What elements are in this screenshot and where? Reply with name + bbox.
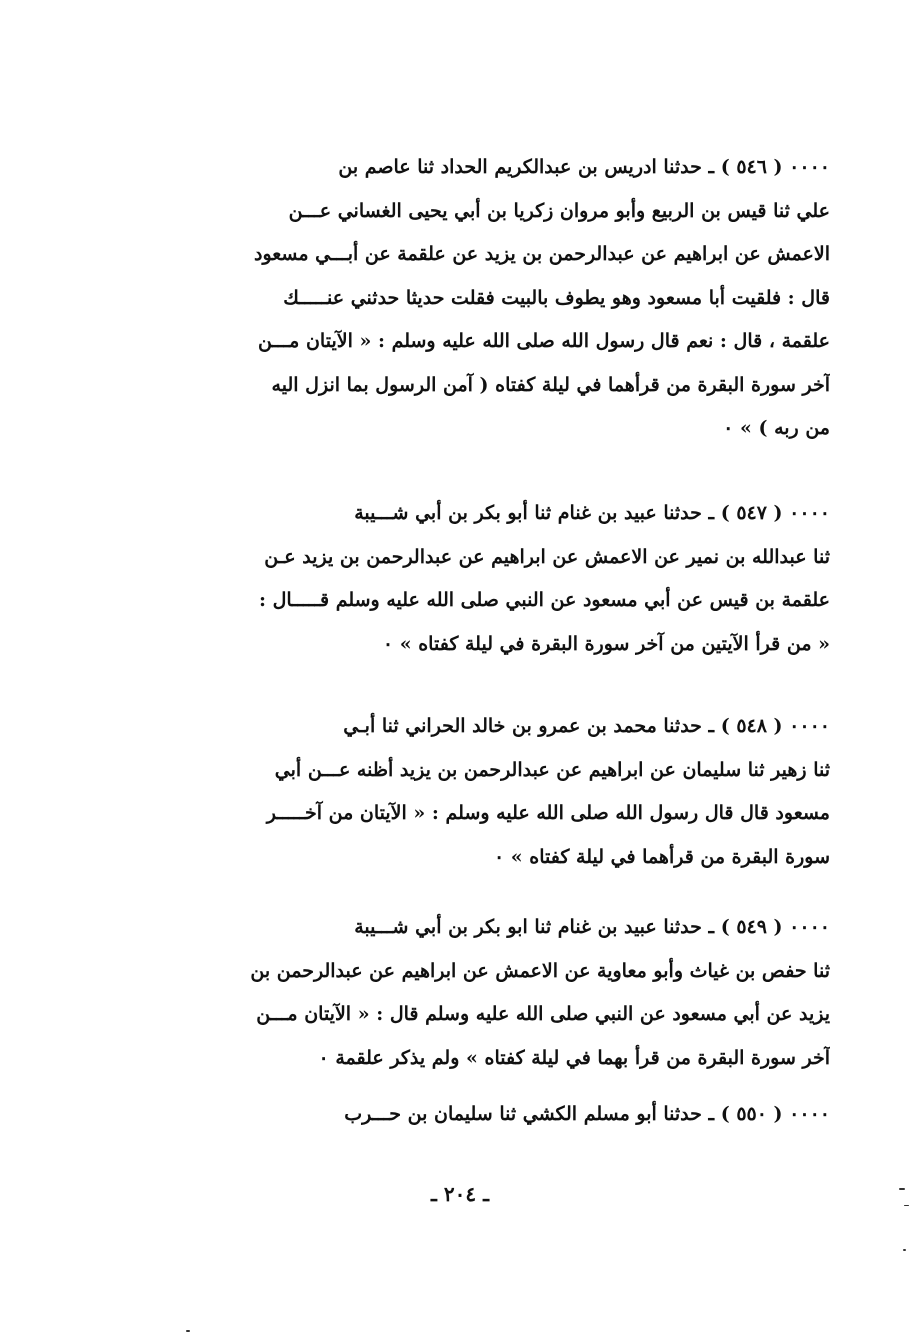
page-number: ـ ٢٠٤ ـ [431, 1182, 489, 1206]
text-line: قال : فلقيت أبا مسعود وهو يطوف بالبيت فقلت حديثا حدثني عنـــــك [283, 286, 830, 309]
text-line: ٠٠٠٠ ( ٥٥٠ ) ـ حدثنا أبو مسلم الكشي ثنا سليمان بن حـــرب [344, 1103, 830, 1125]
text-line: من ربه ) » ٠ [723, 417, 830, 439]
text-line: آخر سورة البقرة من قرأ بهما في ليلة كفتاه » ولم يذكر علقمة ٠ [318, 1046, 830, 1069]
text-line: يزيد عن أبي مسعود عن النبي صلى الله عليه وسلم قال : « الآيتان مـــن [256, 1003, 830, 1025]
scan-speck [903, 1249, 906, 1251]
text-line: الاعمش عن ابراهيم عن عبدالرحمن بن يزيد عن علقمة عن أبـــي مسعود [253, 243, 830, 265]
hadith-549 [130, 906, 830, 1080]
text-line: « من قرأ الآيتين من آخر سورة البقرة في ليلة كفتاه » ٠ [382, 632, 830, 655]
text-line: علقمة ، قال : نعم قال رسول الله صلى الله عليه وسلم : « الآيتان مـــن [258, 330, 830, 352]
scan-speck [186, 1330, 190, 1332]
scan-speck [904, 1205, 909, 1206]
text-line: مسعود قال قال رسول الله صلى الله عليه وسلم : « الآيتان من آخـــــر [266, 802, 830, 824]
text-line: سورة البقرة من قرأهما في ليلة كفتاه » ٠ [493, 845, 830, 868]
text-line: ثنا حفص بن غياث وأبو معاوية عن الاعمش عن ابراهيم عن عبدالرحمن بن [250, 959, 830, 982]
hadith-550 [130, 1093, 830, 1137]
hadith-546 [130, 146, 830, 451]
text-line: علي ثنا قيس بن الربيع وأبو مروان زكريا بن أبي يحيى الغساني عـــن [288, 199, 830, 222]
text-line: ٠٠٠٠ ( ٥٤٦ ) ـ حدثنا ادريس بن عبدالكريم الحداد ثنا عاصم بن [338, 156, 830, 178]
text-line: آخر سورة البقرة من قرأهما في ليلة كفتاه ( آمن الرسول بما انزل اليه [271, 373, 830, 396]
text-line: ٠٠٠٠ ( ٥٤٨ ) ـ حدثنا محمد بن عمرو بن خالد الحراني ثنا أبـي [343, 715, 830, 737]
text-line: ٠٠٠٠ ( ٥٤٧ ) ـ حدثنا عبيد بن غنام ثنا أبو بكر بن أبي شـــيبة [354, 502, 830, 524]
text-line: ٠٠٠٠ ( ٥٤٩ ) ـ حدثنا عبيد بن غنام ثنا ابو بكر بن أبي شـــيبة [354, 916, 830, 938]
hadith-547 [130, 492, 830, 666]
text-line: علقمة بن قيس عن أبي مسعود عن النبي صلى الله عليه وسلم قـــــال : [258, 589, 830, 611]
text-line: ثنا عبدالله بن نمير عن الاعمش عن ابراهيم عن عبدالرحمن بن يزيد عـن [264, 545, 830, 568]
scan-speck [899, 1188, 905, 1190]
hadith-548 [130, 705, 830, 879]
text-line: ثنا زهير ثنا سليمان عن ابراهيم عن عبدالرحمن بن يزيد أظنه عـــن أبي [274, 758, 830, 781]
